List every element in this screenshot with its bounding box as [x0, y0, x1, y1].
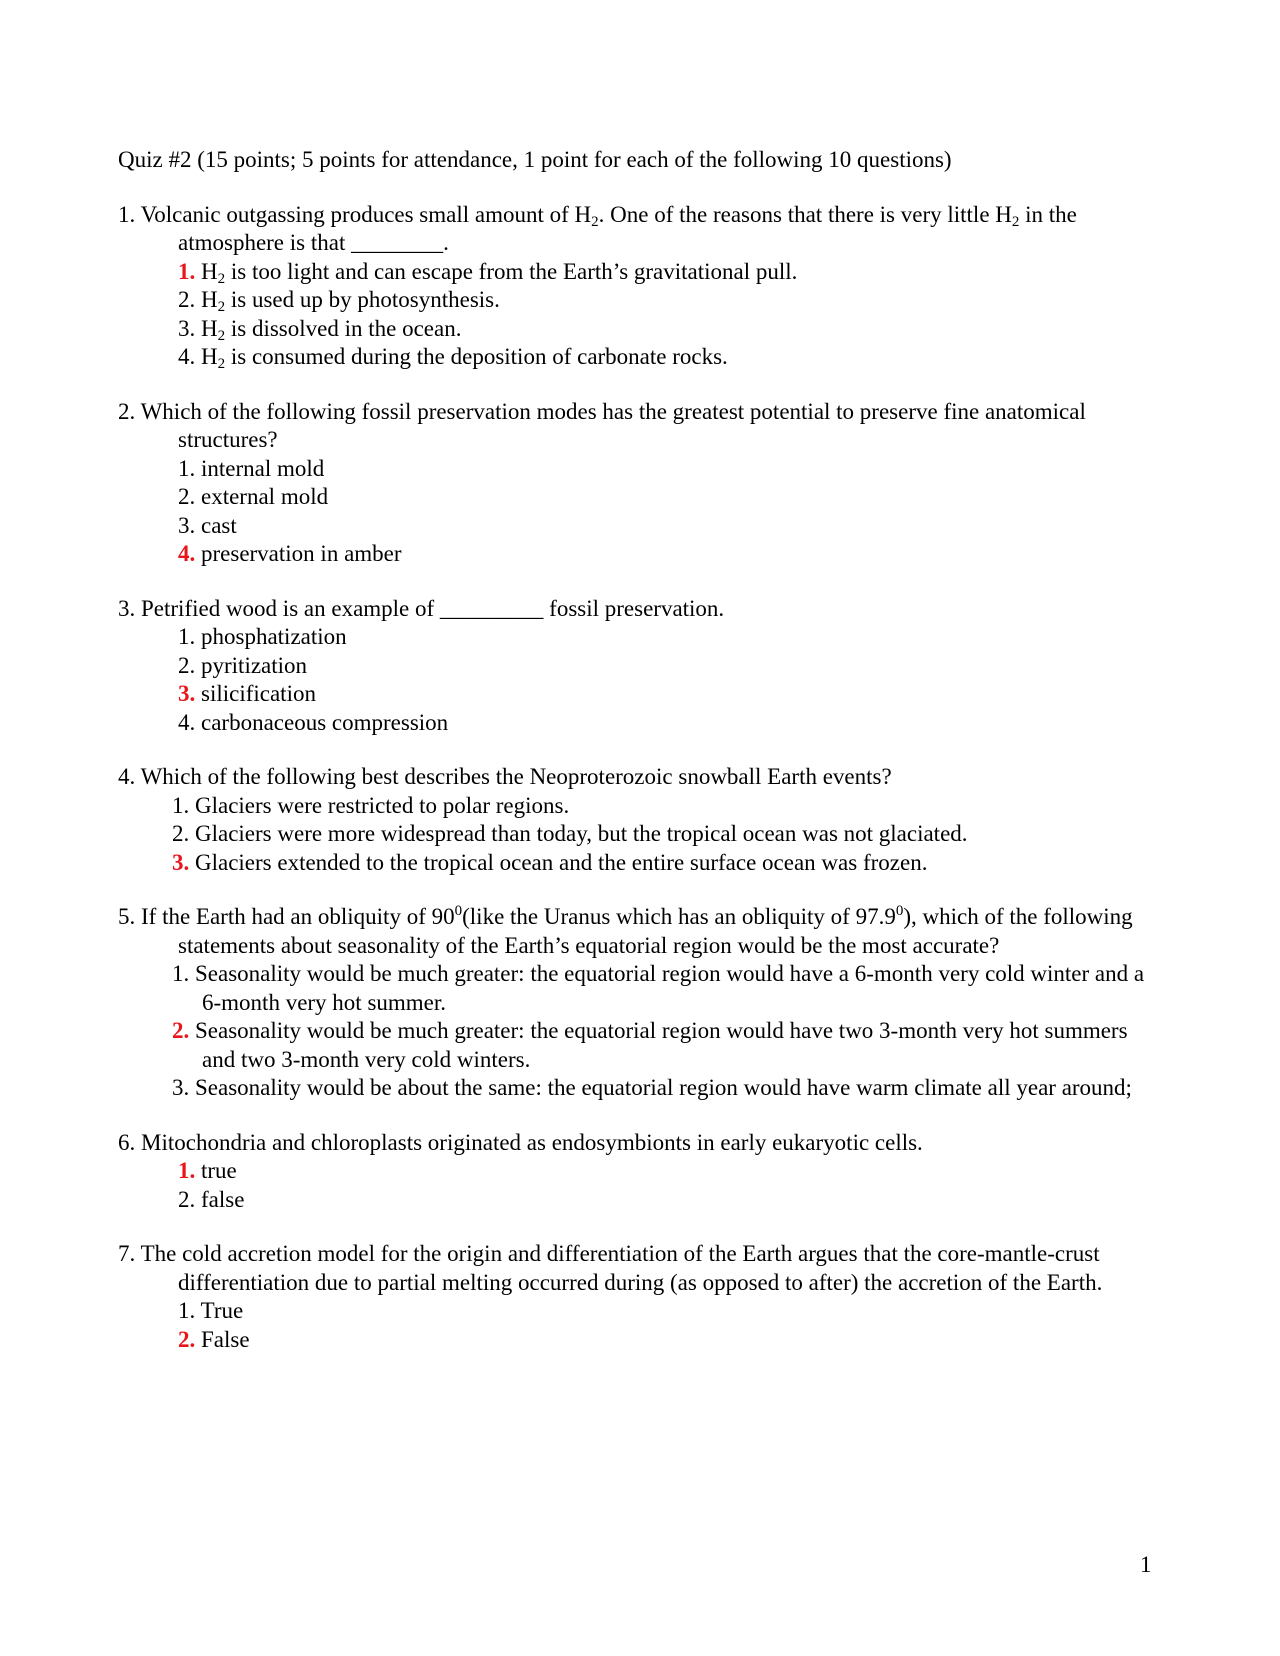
- question-1: [118, 201, 1158, 372]
- option-number: 4.: [178, 709, 196, 735]
- option-number: 1.: [178, 1298, 196, 1323]
- text-run: 0: [895, 903, 904, 919]
- text-run: Seasonality would be about the same: the equatorial region would have warm climate all year around;: [195, 1075, 1132, 1100]
- option-number: 1.: [172, 792, 190, 818]
- text-run: H: [201, 315, 218, 341]
- text-run: H: [201, 258, 218, 284]
- answer-option: [118, 455, 1158, 484]
- answer-option: [118, 849, 1158, 878]
- text-run: ), which of the following statements about seasonality of the Earth’s equatorial region would be the most accurate?: [178, 904, 1133, 958]
- option-number: 2.: [178, 1186, 196, 1212]
- text-run: The cold accretion model for the origin and differentiation of the Earth argues that the core-mantle-crust differentiation due to partial melting occurred during (as opposed to after) the accretion of the Earth.: [140, 1241, 1103, 1295]
- option-number: 1.: [178, 455, 196, 481]
- text-run: 0: [454, 903, 463, 919]
- text-run: . One of the reasons that there is very little H: [598, 201, 1012, 227]
- text-run: false: [201, 1186, 245, 1212]
- text-run: Glaciers extended to the tropical ocean and the entire surface ocean was frozen.: [195, 849, 928, 875]
- answer-option: [118, 623, 1158, 652]
- correct-answer-number: 2.: [172, 1018, 190, 1043]
- correct-answer-number: 2.: [178, 1326, 196, 1352]
- question-6: [118, 1129, 1158, 1215]
- correct-answer-number: 3.: [172, 849, 190, 875]
- answer-option: [118, 483, 1158, 512]
- answer-option: [118, 1074, 1158, 1103]
- answer-option: [118, 680, 1158, 709]
- answer-option: [118, 540, 1158, 569]
- answer-option: [118, 1326, 1158, 1355]
- text-run: is used up by photosynthesis.: [225, 287, 500, 312]
- text-run: Petrified wood is an example of _________ fossil preservation.: [141, 595, 725, 621]
- text-run: pyritization: [201, 652, 308, 678]
- text-run: is too light and can escape from the Earth’s gravitational pull.: [225, 258, 798, 284]
- text-run: 2: [217, 356, 226, 372]
- correct-answer-number: 1.: [178, 258, 196, 284]
- answer-option: [118, 1186, 1158, 1215]
- text-run: If the Earth had an obliquity of 90: [141, 904, 455, 929]
- text-run: Glaciers were more widespread than today, but the tropical ocean was not glaciated.: [195, 821, 968, 846]
- question-stem: [118, 595, 1158, 624]
- text-run: Volcanic outgassing produces small amount of H: [140, 201, 592, 227]
- option-number: 1.: [172, 961, 190, 986]
- text-run: internal mold: [201, 455, 325, 481]
- text-run: False: [201, 1326, 250, 1352]
- answer-option: [118, 652, 1158, 681]
- answer-option: [118, 709, 1158, 738]
- text-run: cast: [201, 512, 237, 538]
- text-run: Which of the following fossil preservation modes has the greatest potential to preserve fine anatomical structures?: [140, 398, 1086, 452]
- text-run: H: [201, 287, 218, 312]
- question-2: [118, 398, 1158, 569]
- text-run: phosphatization: [201, 624, 347, 649]
- question-number: 4.: [118, 764, 141, 789]
- question-number: 6.: [118, 1129, 141, 1155]
- text-run: 2: [217, 299, 226, 315]
- option-number: 4.: [178, 344, 196, 369]
- text-run: Glaciers were restricted to polar regions.: [195, 792, 570, 818]
- text-run: Which of the following best describes the Neoproterozoic snowball Earth events?: [140, 764, 892, 789]
- question-stem: [118, 201, 1158, 258]
- option-number: 3.: [178, 512, 196, 538]
- text-run: 2: [217, 327, 226, 344]
- option-number: 3.: [178, 315, 196, 341]
- text-run: Mitochondria and chloroplasts originated as endosymbionts in early eukaryotic cells.: [141, 1129, 923, 1155]
- option-number: 2.: [172, 821, 190, 846]
- document-page: [118, 146, 1158, 1380]
- question-4: [118, 763, 1158, 877]
- answer-option: [118, 1017, 1158, 1074]
- text-run: H: [201, 344, 218, 369]
- question-stem: [118, 903, 1158, 960]
- question-stem: [118, 1240, 1158, 1297]
- option-number: 2.: [178, 652, 196, 678]
- answer-option: [118, 1297, 1158, 1326]
- question-number: 7.: [118, 1241, 141, 1266]
- text-run: preservation in amber: [201, 541, 402, 566]
- text-run: 2: [217, 270, 226, 287]
- question-3: [118, 595, 1158, 738]
- question-7: [118, 1240, 1158, 1354]
- answer-option: [118, 343, 1158, 372]
- correct-answer-number: 1.: [178, 1158, 196, 1183]
- question-number: 5.: [118, 904, 141, 929]
- option-number: 2.: [178, 484, 196, 509]
- answer-option: [118, 286, 1158, 315]
- text-run: (like the Uranus which has an obliquity of 97.9: [462, 904, 896, 929]
- text-run: external mold: [201, 484, 329, 509]
- answer-option: [118, 792, 1158, 821]
- answer-option: [118, 258, 1158, 287]
- option-number: 3.: [172, 1075, 190, 1100]
- question-stem: [118, 1129, 1158, 1158]
- text-run: silicification: [201, 681, 316, 706]
- text-run: True: [200, 1298, 244, 1323]
- question-list: [118, 201, 1158, 1355]
- text-run: is consumed during the deposition of carbonate rocks.: [225, 344, 728, 369]
- question-stem: [118, 763, 1158, 792]
- answer-option: [118, 1157, 1158, 1186]
- text-run: in the atmosphere is that ________.: [178, 201, 1077, 255]
- question-stem: [118, 398, 1158, 455]
- answer-option: [118, 512, 1158, 541]
- page-number: 1: [1140, 1552, 1152, 1577]
- correct-answer-number: 3.: [178, 681, 196, 706]
- quiz-title: Quiz #2 (15 points; 5 points for attendance, 1 point for each of the following 10 questions): [118, 147, 952, 172]
- question-number: 2.: [118, 398, 141, 424]
- text-run: carbonaceous compression: [201, 709, 449, 735]
- question-number: 1.: [118, 201, 141, 227]
- text-run: Seasonality would be much greater: the equatorial region would have a 6-month very cold winter and a 6-month very hot summer.: [195, 961, 1145, 1015]
- answer-option: [118, 315, 1158, 344]
- question-5: [118, 903, 1158, 1103]
- option-number: 1.: [178, 624, 196, 649]
- text-run: 2: [591, 213, 599, 230]
- text-run: Seasonality would be much greater: the equatorial region would have two 3-month very hot summers and two 3-month very cold winters.: [195, 1018, 1128, 1072]
- correct-answer-number: 4.: [178, 541, 196, 566]
- answer-option: [118, 960, 1158, 1017]
- answer-option: [118, 820, 1158, 849]
- text-run: 2: [1011, 213, 1020, 230]
- text-run: is dissolved in the ocean.: [225, 315, 462, 341]
- question-number: 3.: [118, 595, 141, 621]
- option-number: 2.: [178, 287, 196, 312]
- text-run: true: [201, 1158, 237, 1183]
